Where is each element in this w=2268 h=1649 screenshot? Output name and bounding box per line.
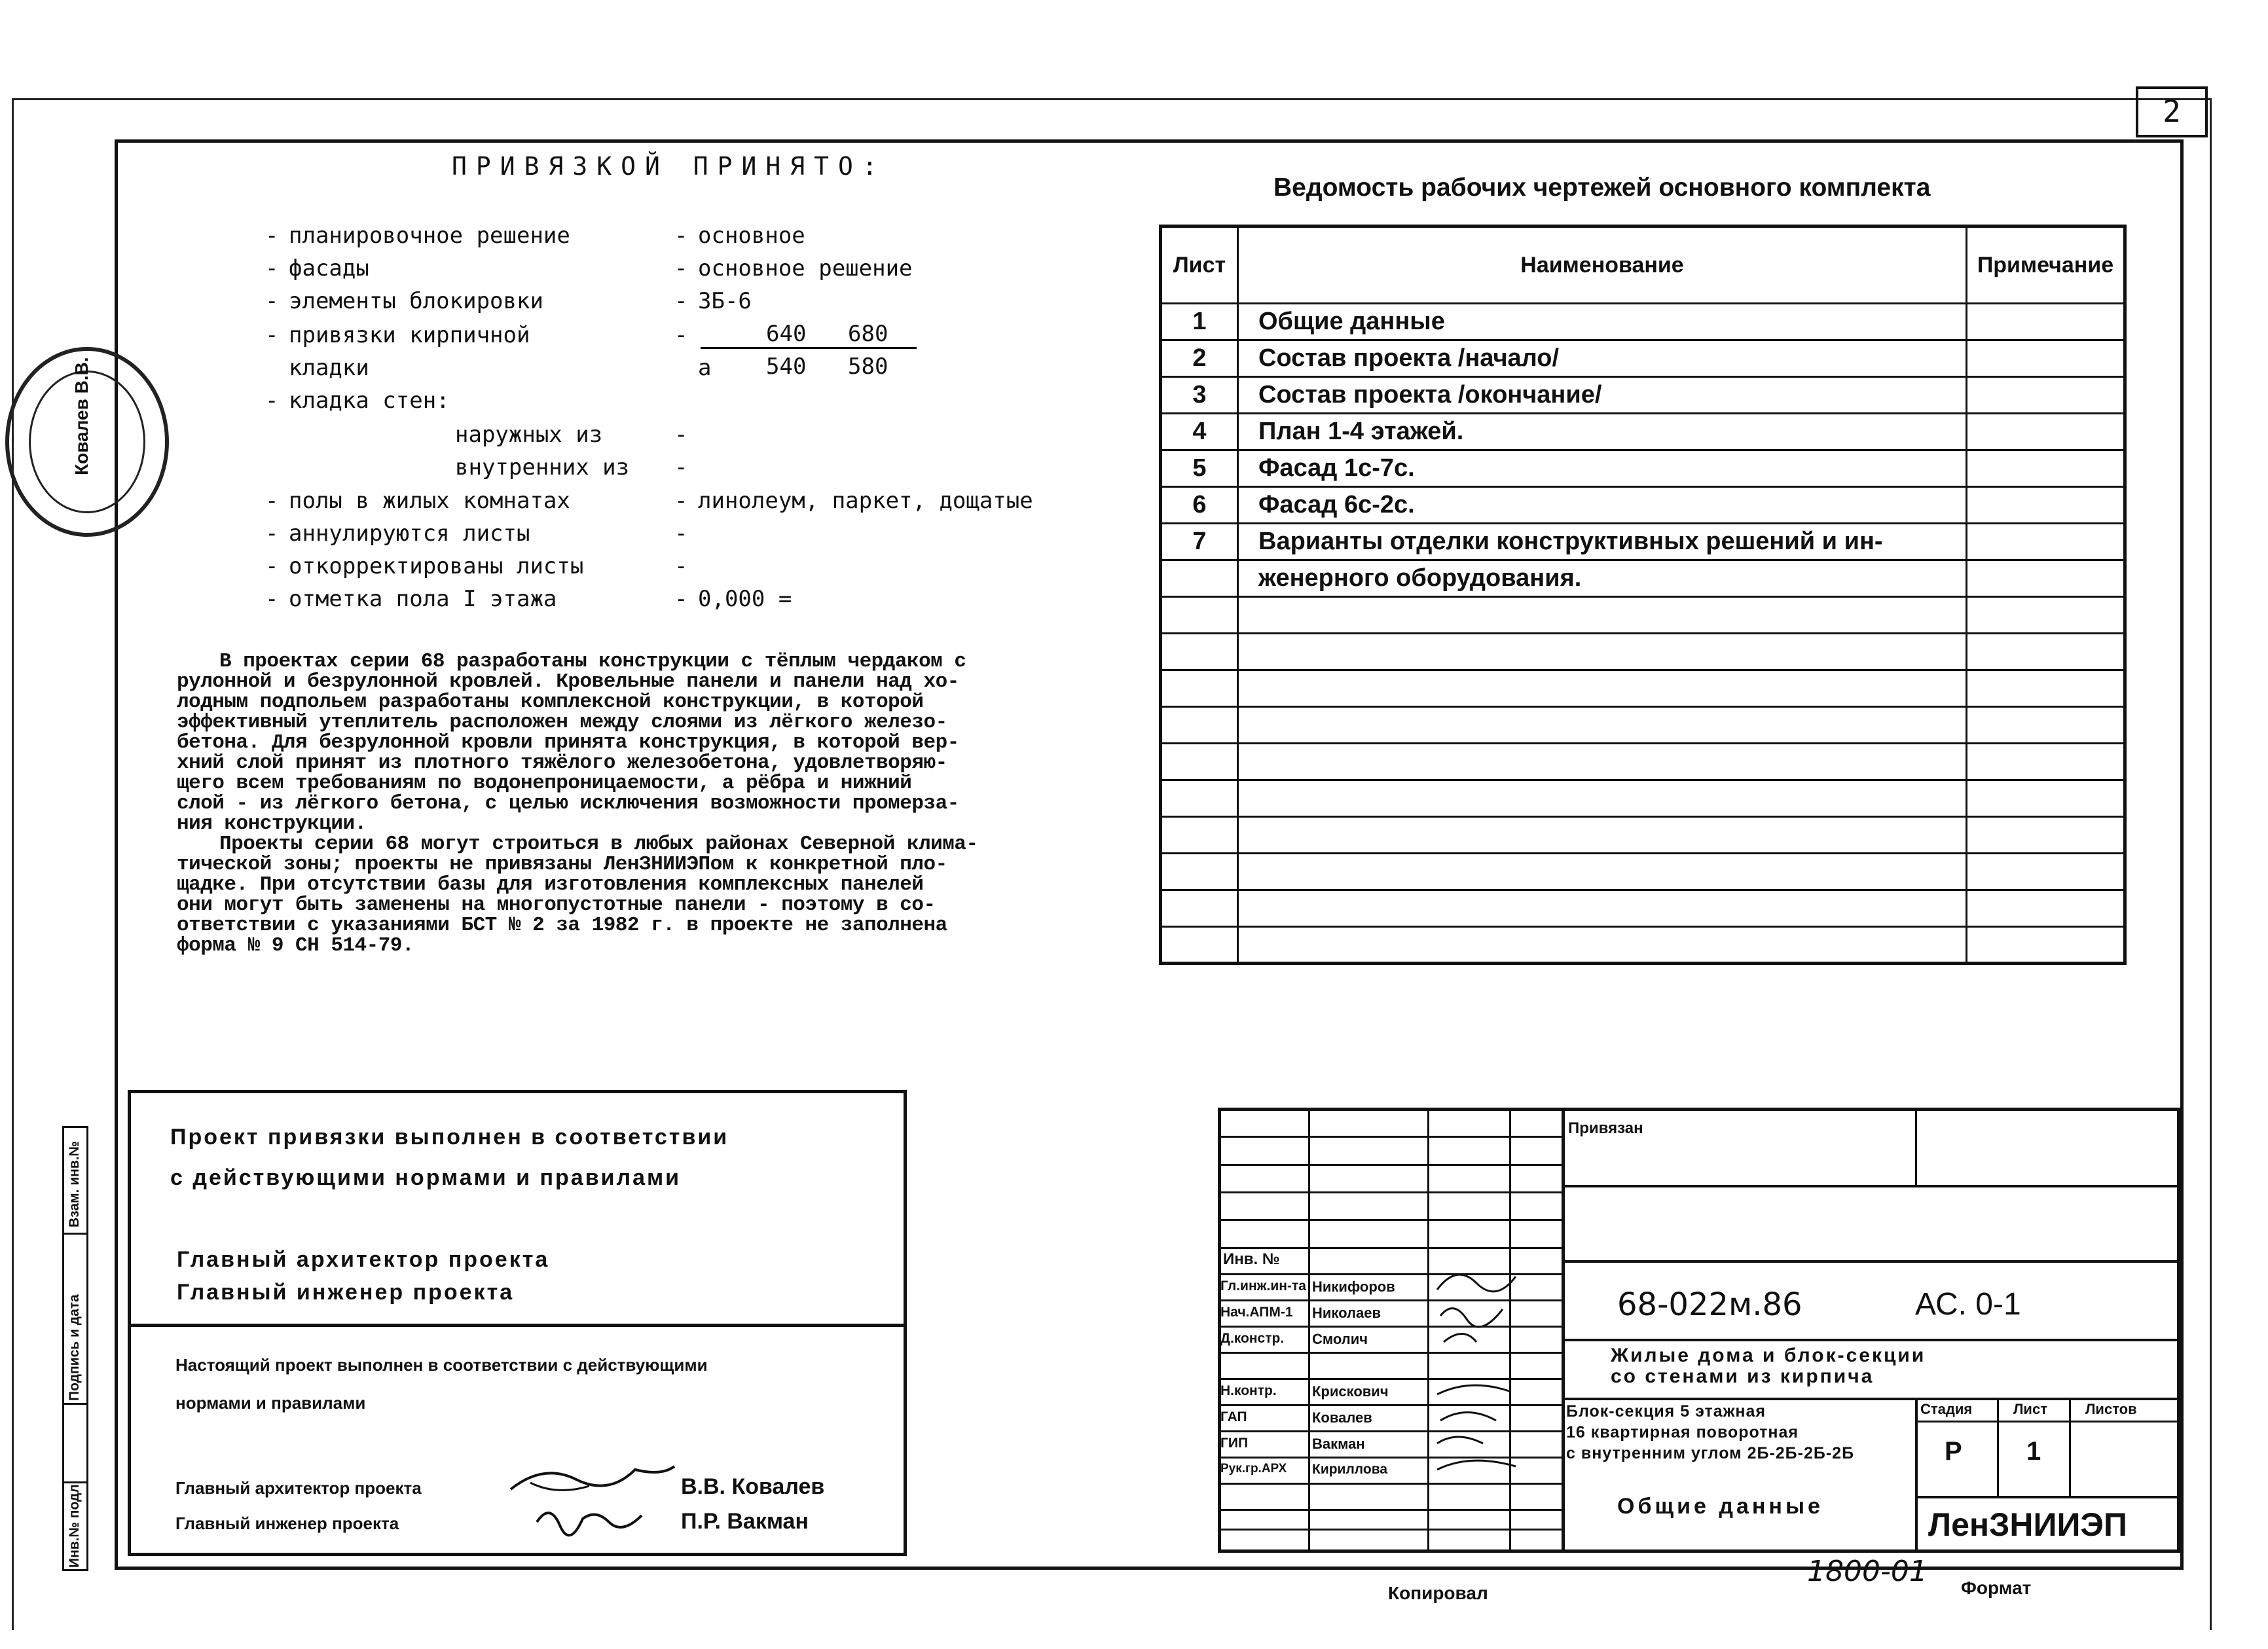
acceptance-value-8: -	[674, 454, 688, 480]
person-name: Ковалев	[1312, 1409, 1372, 1426]
table-row	[1161, 854, 2125, 890]
acceptance-row-8: внутренних из	[455, 454, 630, 480]
row-name: Фасад 6с-2с.	[1238, 487, 1967, 524]
acceptance-value: основное решение	[698, 255, 913, 281]
acceptance-row-2: - фасады	[265, 255, 369, 281]
row-name: Варианты отделки конструктивных решений и ин-	[1238, 524, 1967, 560]
table-row	[1161, 597, 2125, 634]
acceptance-dash-4: -	[674, 322, 688, 348]
project-title: Жилые дома и блок-секции со стенами из кирпича	[1611, 1345, 1926, 1387]
tb-grid-line	[1915, 1421, 2180, 1422]
tb-grid-line	[1915, 1496, 2180, 1498]
table-row	[1161, 487, 2125, 524]
table-row	[1161, 927, 2125, 964]
role-label: Д.констр.	[1220, 1331, 1285, 1346]
acceptance-value-9: - линолеум, паркет, дощатые	[674, 488, 1033, 514]
acceptance-label: откорректированы листы	[289, 553, 584, 579]
row-note	[1967, 450, 2125, 487]
acceptance-row-1: - планировочное решение	[265, 223, 570, 249]
row-note	[1967, 304, 2125, 340]
tb-grid-line	[1997, 1398, 1999, 1496]
note-line-4: Главный инженер проекта	[177, 1280, 515, 1305]
tb-grid-line	[1218, 1509, 1562, 1511]
side-label-replace: Взам. инв.№	[67, 1141, 82, 1227]
row-name: женерного оборудования.	[1238, 560, 1967, 597]
person-name: Крискович	[1312, 1383, 1389, 1400]
role-label: Н.контр.	[1220, 1383, 1277, 1398]
tb-grid-line	[1218, 1164, 1562, 1166]
role-label: ГИП	[1220, 1436, 1249, 1451]
row-note	[1967, 377, 2125, 414]
row-name: Состав проекта /окончание/	[1238, 377, 1967, 414]
section-title: Блок-секция 5 этажная 16 квартирная поворотная с внутренним углом 2Б-2Б-2Б-2Б	[1566, 1402, 1855, 1462]
drawings-list-table	[1159, 225, 2127, 965]
paragraph-2: Проекты серии 68 могут строиться в любых районах Северной клима- тической зоны; проекты не привязаны ЛенЗНИИЭПом к конкретной пло- щадке. При отсутствии базы для изготовления комплексных панелей они могут быть заменены на многопустотные панели - поэтому в со- ответствии с указаниями БСТ № 2 за 1982 г. в проекте не заполнена форма № 9 СН 514-79.	[177, 833, 978, 957]
tb-grid-line	[1915, 1108, 1917, 1185]
row-name: Состав проекта /начало/	[1238, 340, 1967, 377]
eng-signature	[530, 1496, 661, 1542]
stamp-text: Ковалев В.В.	[71, 357, 92, 475]
acceptance-label: привязки кирпичной	[289, 322, 530, 348]
tb-grid-line	[1218, 1529, 1562, 1531]
sheet-value: 1	[2026, 1437, 2041, 1466]
role-label: Рук.гр.АРХ	[1220, 1462, 1287, 1476]
header-note: Примечание	[1967, 227, 2125, 304]
header-sheet: Лист	[1161, 227, 1238, 304]
header-name: Наименование	[1238, 227, 1967, 304]
role-label: Нач.АПМ-1	[1220, 1305, 1293, 1320]
row-num: 6	[1161, 487, 1238, 524]
row-note	[1967, 487, 2125, 524]
table-row	[1161, 340, 2125, 377]
tb-grid-line	[1427, 1108, 1429, 1553]
note-line-1: Проект привязки выполнен в соответствии	[170, 1125, 729, 1150]
acceptance-label: планировочное решение	[289, 223, 570, 249]
tb-grid-line	[1308, 1108, 1310, 1553]
note-line-5: Настоящий проект выполнен в соответствии с действующими	[175, 1355, 708, 1375]
table-row	[1161, 634, 2125, 670]
person-name: Кириллова	[1312, 1462, 1388, 1477]
acceptance-value: 0,000 =	[698, 586, 792, 612]
privyazan-label: Привязан	[1568, 1119, 1643, 1137]
approval-stamp	[5, 347, 169, 537]
table-row	[1161, 377, 2125, 414]
row-note	[1967, 560, 2125, 597]
row-num: 2	[1161, 340, 1238, 377]
table-row	[1161, 450, 2125, 487]
table-row	[1161, 890, 2125, 927]
row-num: 4	[1161, 414, 1238, 450]
row-num: 5	[1161, 450, 1238, 487]
row-note	[1967, 340, 2125, 377]
acceptance-row-9: - полы в жилых комнатах	[265, 488, 570, 514]
side-label-sign: Подпись и дата	[67, 1294, 82, 1401]
sheet-number: 2	[2136, 86, 2208, 137]
acceptance-label: отметка пола I этажа	[289, 586, 557, 612]
row-num: 7	[1161, 524, 1238, 560]
acceptance-value-10: -	[674, 520, 688, 547]
stage-label: Стадия	[1920, 1401, 1973, 1417]
acceptance-title: ПРИВЯЗКОЙ ПРИНЯТО:	[452, 152, 887, 181]
acceptance-value-1: - основное	[674, 223, 805, 249]
note-line-6: нормами и правилами	[175, 1393, 366, 1413]
acceptance-row-11: - откорректированы листы	[265, 553, 584, 579]
brick-top-1: 640	[766, 321, 807, 347]
role-label: ГАП	[1220, 1409, 1247, 1424]
acceptance-value-3: - 3Б-6	[674, 288, 752, 314]
acceptance-label: элементы блокировки	[289, 288, 543, 314]
table-row	[1161, 744, 2125, 780]
note-box-divider	[128, 1324, 907, 1327]
person-name: Николаев	[1312, 1305, 1381, 1321]
person-name: Никифоров	[1312, 1278, 1395, 1295]
arch-name: В.В. Ковалев	[681, 1474, 825, 1499]
acceptance-value-7: -	[674, 422, 688, 448]
row-num: 3	[1161, 377, 1238, 414]
row-name: Общие данные	[1238, 304, 1967, 340]
sheet-code: АС. 0-1	[1915, 1287, 2021, 1322]
eng-name: П.Р. Вакман	[681, 1509, 809, 1534]
row-name: Фасад 1с-7с.	[1238, 450, 1967, 487]
tb-grid-line	[1562, 1108, 1565, 1553]
brick-bottom-2: 580	[848, 353, 888, 380]
acceptance-value-2: - основное решение	[674, 255, 913, 281]
acceptance-value: 3Б-6	[698, 288, 752, 314]
table-row	[1161, 560, 2125, 597]
row-name: План 1-4 этажей.	[1238, 414, 1967, 450]
tb-grid-line	[1218, 1191, 1562, 1193]
tb-grid-line	[1562, 1339, 2180, 1341]
strip-divider	[64, 1403, 86, 1405]
acceptance-value: основное	[698, 223, 805, 249]
table-row	[1161, 524, 2125, 560]
row-num	[1161, 560, 1238, 597]
paragraph-1: В проектах серии 68 разработаны конструкции с тёплым чердаком с рулонной и безрулонной кровлей. Кровельные панели и панели над хо- лодным подпольем разработаны комплексной конструкции, в которой эффективный утеплитель расположен между слоями из лёгкого железо- бетона. Для безрулонной кровли принята конструкция, в которой вер- хний слой принят из плотного тяжёлого железобетона, удовлетворяю- щего всем требованиям по водонепроницаемости, а рёбра и нижний слой - из лёгкого бетона, с целью исключения возможности промерза- ния конструкции.	[177, 650, 966, 835]
tb-grid-line	[1562, 1185, 2180, 1187]
row-note	[1967, 524, 2125, 560]
tb-grid-line	[1562, 1260, 2180, 1263]
table-row	[1161, 817, 2125, 854]
tb-grid-line	[1218, 1219, 1562, 1221]
table-row	[1161, 670, 2125, 707]
copied-label: Копировал	[1388, 1583, 1488, 1603]
brick-bottom-1: 540	[766, 353, 807, 380]
organization: ЛенЗНИИЭП	[1928, 1506, 2127, 1543]
eng-label: Главный инженер проекта	[175, 1513, 399, 1533]
strip-divider	[64, 1233, 86, 1235]
side-label-inv: Инв.№ подл.	[67, 1480, 82, 1568]
note-line-2: с действующими нормами и правилами	[170, 1165, 682, 1190]
arch-label: Главный архитектор проекта	[175, 1478, 422, 1498]
person-name: Смолич	[1312, 1331, 1368, 1347]
acceptance-value-5: а	[698, 355, 712, 381]
acceptance-label: кладка стен:	[289, 388, 450, 414]
brick-top-2: 680	[848, 321, 888, 347]
tb-grid-line	[1218, 1136, 1562, 1138]
format-label: Формат	[1961, 1578, 2032, 1598]
acceptance-row-7: наружных из	[455, 422, 603, 448]
acceptance-row-5: кладки	[289, 355, 369, 381]
row-num: 1	[1161, 304, 1238, 340]
sheet-label: Лист	[2013, 1401, 2047, 1417]
acceptance-value-11: -	[674, 553, 688, 579]
acceptance-row-10: - аннулируются листы	[265, 520, 530, 547]
tb-grid-line	[1562, 1398, 2180, 1400]
row-note	[1967, 414, 2125, 450]
acceptance-row-4: - привязки кирпичной	[265, 322, 530, 348]
inv-label: Инв. №	[1223, 1250, 1280, 1268]
handwritten-number: 1800-01	[1807, 1555, 1928, 1588]
stage-value: Р	[1945, 1437, 1962, 1466]
project-code: 68-022м.86	[1617, 1286, 1802, 1323]
tb-grid-line	[1218, 1483, 1562, 1485]
explanatory-text	[177, 651, 1093, 956]
fraction-line	[701, 347, 917, 349]
person-name: Вакман	[1312, 1436, 1365, 1452]
table-row	[1161, 780, 2125, 817]
acceptance-row-3: - элементы блокировки	[265, 288, 543, 314]
acceptance-row-12: - отметка пола I этажа	[265, 586, 557, 612]
table-row	[1161, 304, 2125, 340]
acceptance-value: линолеум, паркет, дощатые	[698, 488, 1033, 514]
table-row	[1161, 414, 2125, 450]
acceptance-row-6: - кладка стен:	[265, 388, 450, 414]
acceptance-value-12: - 0,000 =	[674, 586, 792, 612]
title-block-signatures	[1431, 1244, 1522, 1479]
table-row	[1161, 707, 2125, 744]
sheets-label: Листов	[2085, 1401, 2137, 1417]
acceptance-label: фасады	[289, 255, 369, 281]
role-label: Гл.инж.ин-та	[1220, 1278, 1306, 1294]
tb-grid-line	[2069, 1398, 2071, 1496]
table-header-row	[1161, 227, 2125, 304]
title-block	[1218, 1108, 2180, 1553]
acceptance-label: полы в жилых комнатах	[289, 488, 570, 514]
drawings-list-title: Ведомость рабочих чертежей основного комплекта	[1273, 173, 1931, 202]
note-line-3: Главный архитектор проекта	[177, 1247, 550, 1272]
sheet-name: Общие данные	[1617, 1494, 1823, 1519]
acceptance-label: аннулируются листы	[289, 520, 530, 547]
